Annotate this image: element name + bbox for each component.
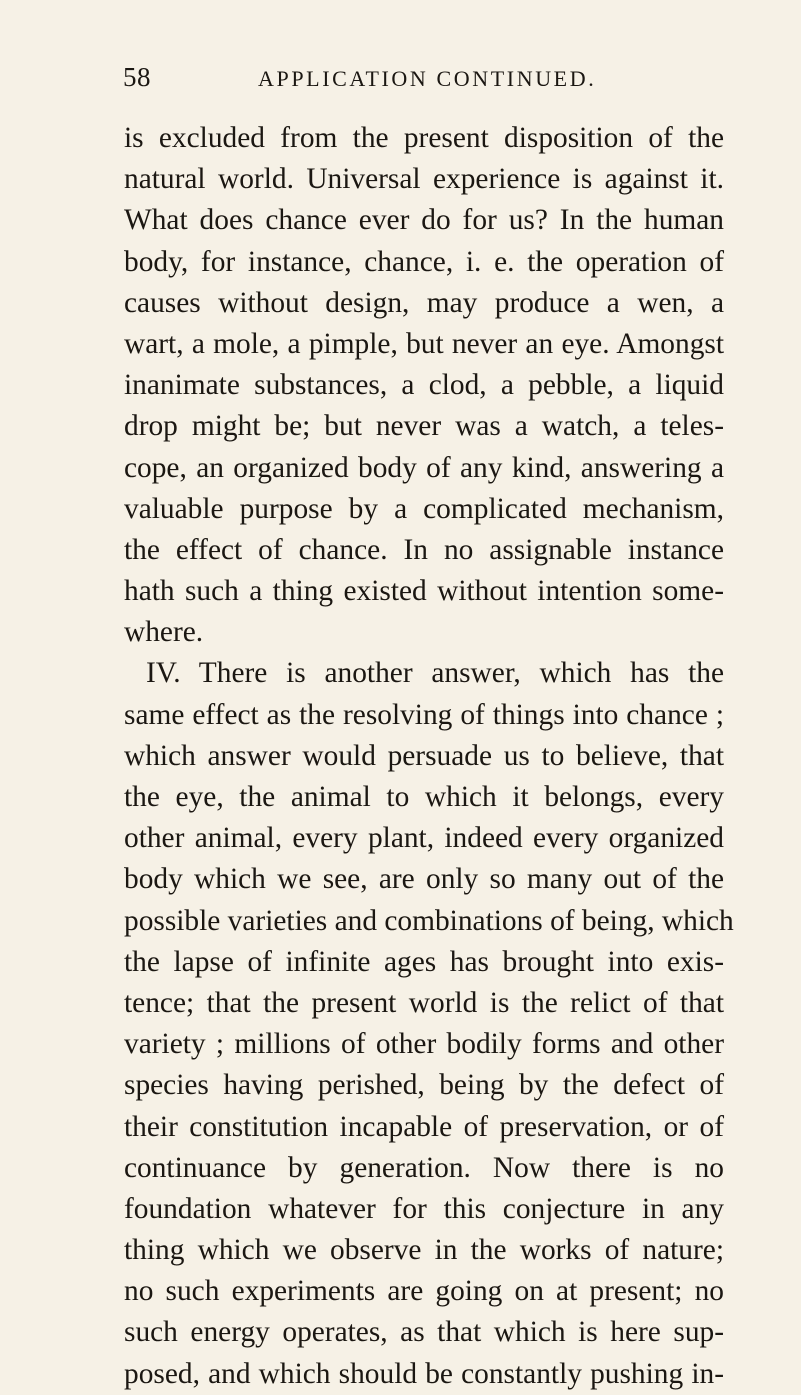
text-line: where. [124,616,204,649]
text-line: body which we see, are only so many out of the [124,863,724,896]
text-line: their constitution incapable of preservation, or of [124,1110,724,1143]
text-line: the effect of chance. In no assignable instance [124,533,724,566]
text-line: other animal, every plant, indeed every organized [124,822,724,855]
text-line: continuance by generation. Now there is no [124,1151,724,1184]
text-line: is excluded from the present disposition of the [124,122,724,154]
text-line: no such experiments are going on at present; no [124,1275,724,1308]
text-line: the eye, the animal to which it belongs, every [124,781,724,813]
text-line: posed, and which should be constantly pushing in- [124,1357,724,1390]
running-head-title: APPLICATION CONTINUED. [258,66,597,91]
text-line: species having perished, being by the defect of [124,1069,724,1102]
text-line: thing which we observe in the works of nature; [124,1234,724,1267]
text-line: which answer would persuade us to believe, that [124,739,724,772]
paragraph-start-line: IV. There is another answer, which has the [146,657,724,690]
text-line: What does chance ever do for us? In the human [124,204,724,237]
page-number: 58 [123,62,151,92]
text-line: body, for instance, chance, i. e. the operation of [124,245,724,278]
running-head [123,62,723,94]
text-line: drop might be; but never was a watch, a teles- [124,410,724,443]
text-line: tence; that the present world is the relict of that [124,986,724,1019]
text-line: foundation whatever for this conjecture in any [124,1192,724,1225]
text-line: natural world. Universal experience is against it. [124,163,724,196]
text-line: same effect as the resolving of things into chance ; [124,698,724,731]
text-line: variety ; millions of other bodily forms and other [124,1028,724,1061]
text-line: causes without design, may produce a wen, a [124,286,724,319]
text-line: cope, an organized body of any kind, answering a [124,451,724,484]
text-line: possible varieties and combinations of being, which [124,904,734,937]
text-line: inanimate substances, a clod, a pebble, a liquid [124,369,724,402]
text-line: hath such a thing existed without intention some- [124,575,724,608]
text-line: wart, a mole, a pimple, but never an eye. Amongst [124,327,724,360]
text-line: the lapse of infinite ages has brought into exis- [124,945,724,978]
body-text [124,118,734,1395]
text-line: valuable purpose by a complicated mechanism, [124,492,724,525]
text-line: such energy operates, as that which is here sup- [124,1316,724,1349]
